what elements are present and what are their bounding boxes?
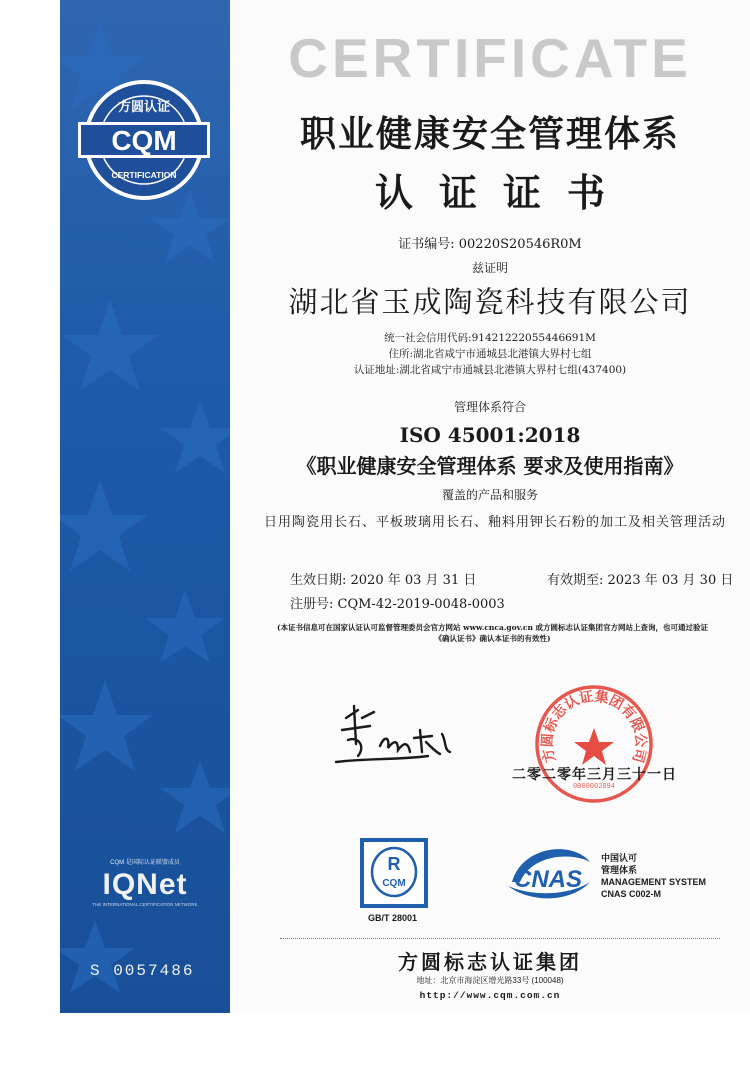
certification-address: 认证地址:湖北省咸宁市通城县北港镇大界村七组(437400) [353,364,627,376]
star-icon [160,760,230,833]
cnas-label [601,852,706,900]
credit-code: 统一社会信用代码:91421222055446691M [384,332,596,344]
star-icon [60,480,148,571]
star-icon [60,920,135,993]
cqm-logo-main: CQM [111,125,177,156]
cnas-label-line3: MANAGEMENT SYSTEM [601,877,707,887]
gbt-label: GB/T 28001 [368,913,418,923]
expiry-date: 有效期至: 2023 年 03 月 30 日 [547,573,734,588]
blue-sidebar-band [60,0,230,1013]
registration-number: 注册号: CQM-42-2019-0048-0003 [290,597,505,612]
seal-number: 0000002894 [572,783,616,791]
cnas-logo [502,842,594,906]
scope-heading: 覆盖的产品和服务 [441,488,538,502]
issue-date: 二零二零年三月三十一日 [512,767,677,783]
star-icon [62,300,158,391]
footer-divider [280,938,720,939]
cqm-logo-top: 方圆认证 [117,100,171,115]
standard-name: 《职业健康安全管理体系 要求及使用指南》 [296,454,684,478]
serial-number: S 0057486 [90,962,195,980]
certificate-heading: CERTIFICATE [288,27,692,89]
company-name: 湖北省玉成陶瓷科技有限公司 [288,285,692,319]
organization-website[interactable]: http://www.cqm.com.cn [419,990,561,1001]
title-line-2: 认证证书 [374,170,631,215]
standard-code: ISO 45001:2018 [399,423,581,447]
effective-date: 生效日期: 2020 年 03 月 31 日 [290,573,477,588]
company-address: 住所:湖北省咸宁市通城县北港镇大界村七组 [388,348,592,360]
seal-star-icon [574,728,614,765]
cqm-logo-bottom: CERTIFICATION [111,170,177,180]
verification-notice-line1: (本证书信息可在国家认证认可监督管理委员会官方网站 www.cnca.gov.cn 或方圆标志认证集团官方网站上查询，也可通过验证 [276,623,709,632]
cnas-label-line1: 中国认可 [601,853,638,863]
title-line-1: 职业健康安全管理体系 [299,113,680,155]
star-icon [145,590,225,663]
hereby-certify: 兹证明 [471,261,508,275]
star-icon [60,680,153,771]
cnas-label-line2: 管理体系 [601,865,638,875]
r-cqm-letter: R [387,854,401,874]
seal-text: 方圆标志认证集团有限公司 [539,688,649,765]
organization-name: 方圆标志认证集团 [398,950,582,974]
cnas-word: CNAS [513,866,583,893]
cnas-label-line4: CNAS C002-M [601,889,662,899]
official-seal [532,682,656,806]
standard-intro: 管理体系符合 [453,400,526,414]
certificate-number: 证书编号: 00220S20546R0M [398,237,582,252]
cqm-logo [74,78,214,202]
iqnet-caption: CQM 是国际认证联盟成员 [110,860,180,866]
r-cqm-logo [360,838,430,910]
r-cqm-word: CQM [382,878,406,889]
verification-notice-line2: 《确认证书》确认本证书的有效性) [434,634,551,643]
scope-text: 日用陶瓷用长石、平板玻璃用长石、釉料用钾长石粉的加工及相关管理活动 [263,515,726,530]
organization-address: 地址：北京市海淀区增光路33号 (100048) [416,976,564,985]
star-icon [160,400,230,473]
handwritten-signature [328,700,468,770]
iqnet-logo: IQNet [102,868,188,901]
iqnet-subtitle: THE INTERNATIONAL CERTIFICATION NETWORK [92,902,198,907]
